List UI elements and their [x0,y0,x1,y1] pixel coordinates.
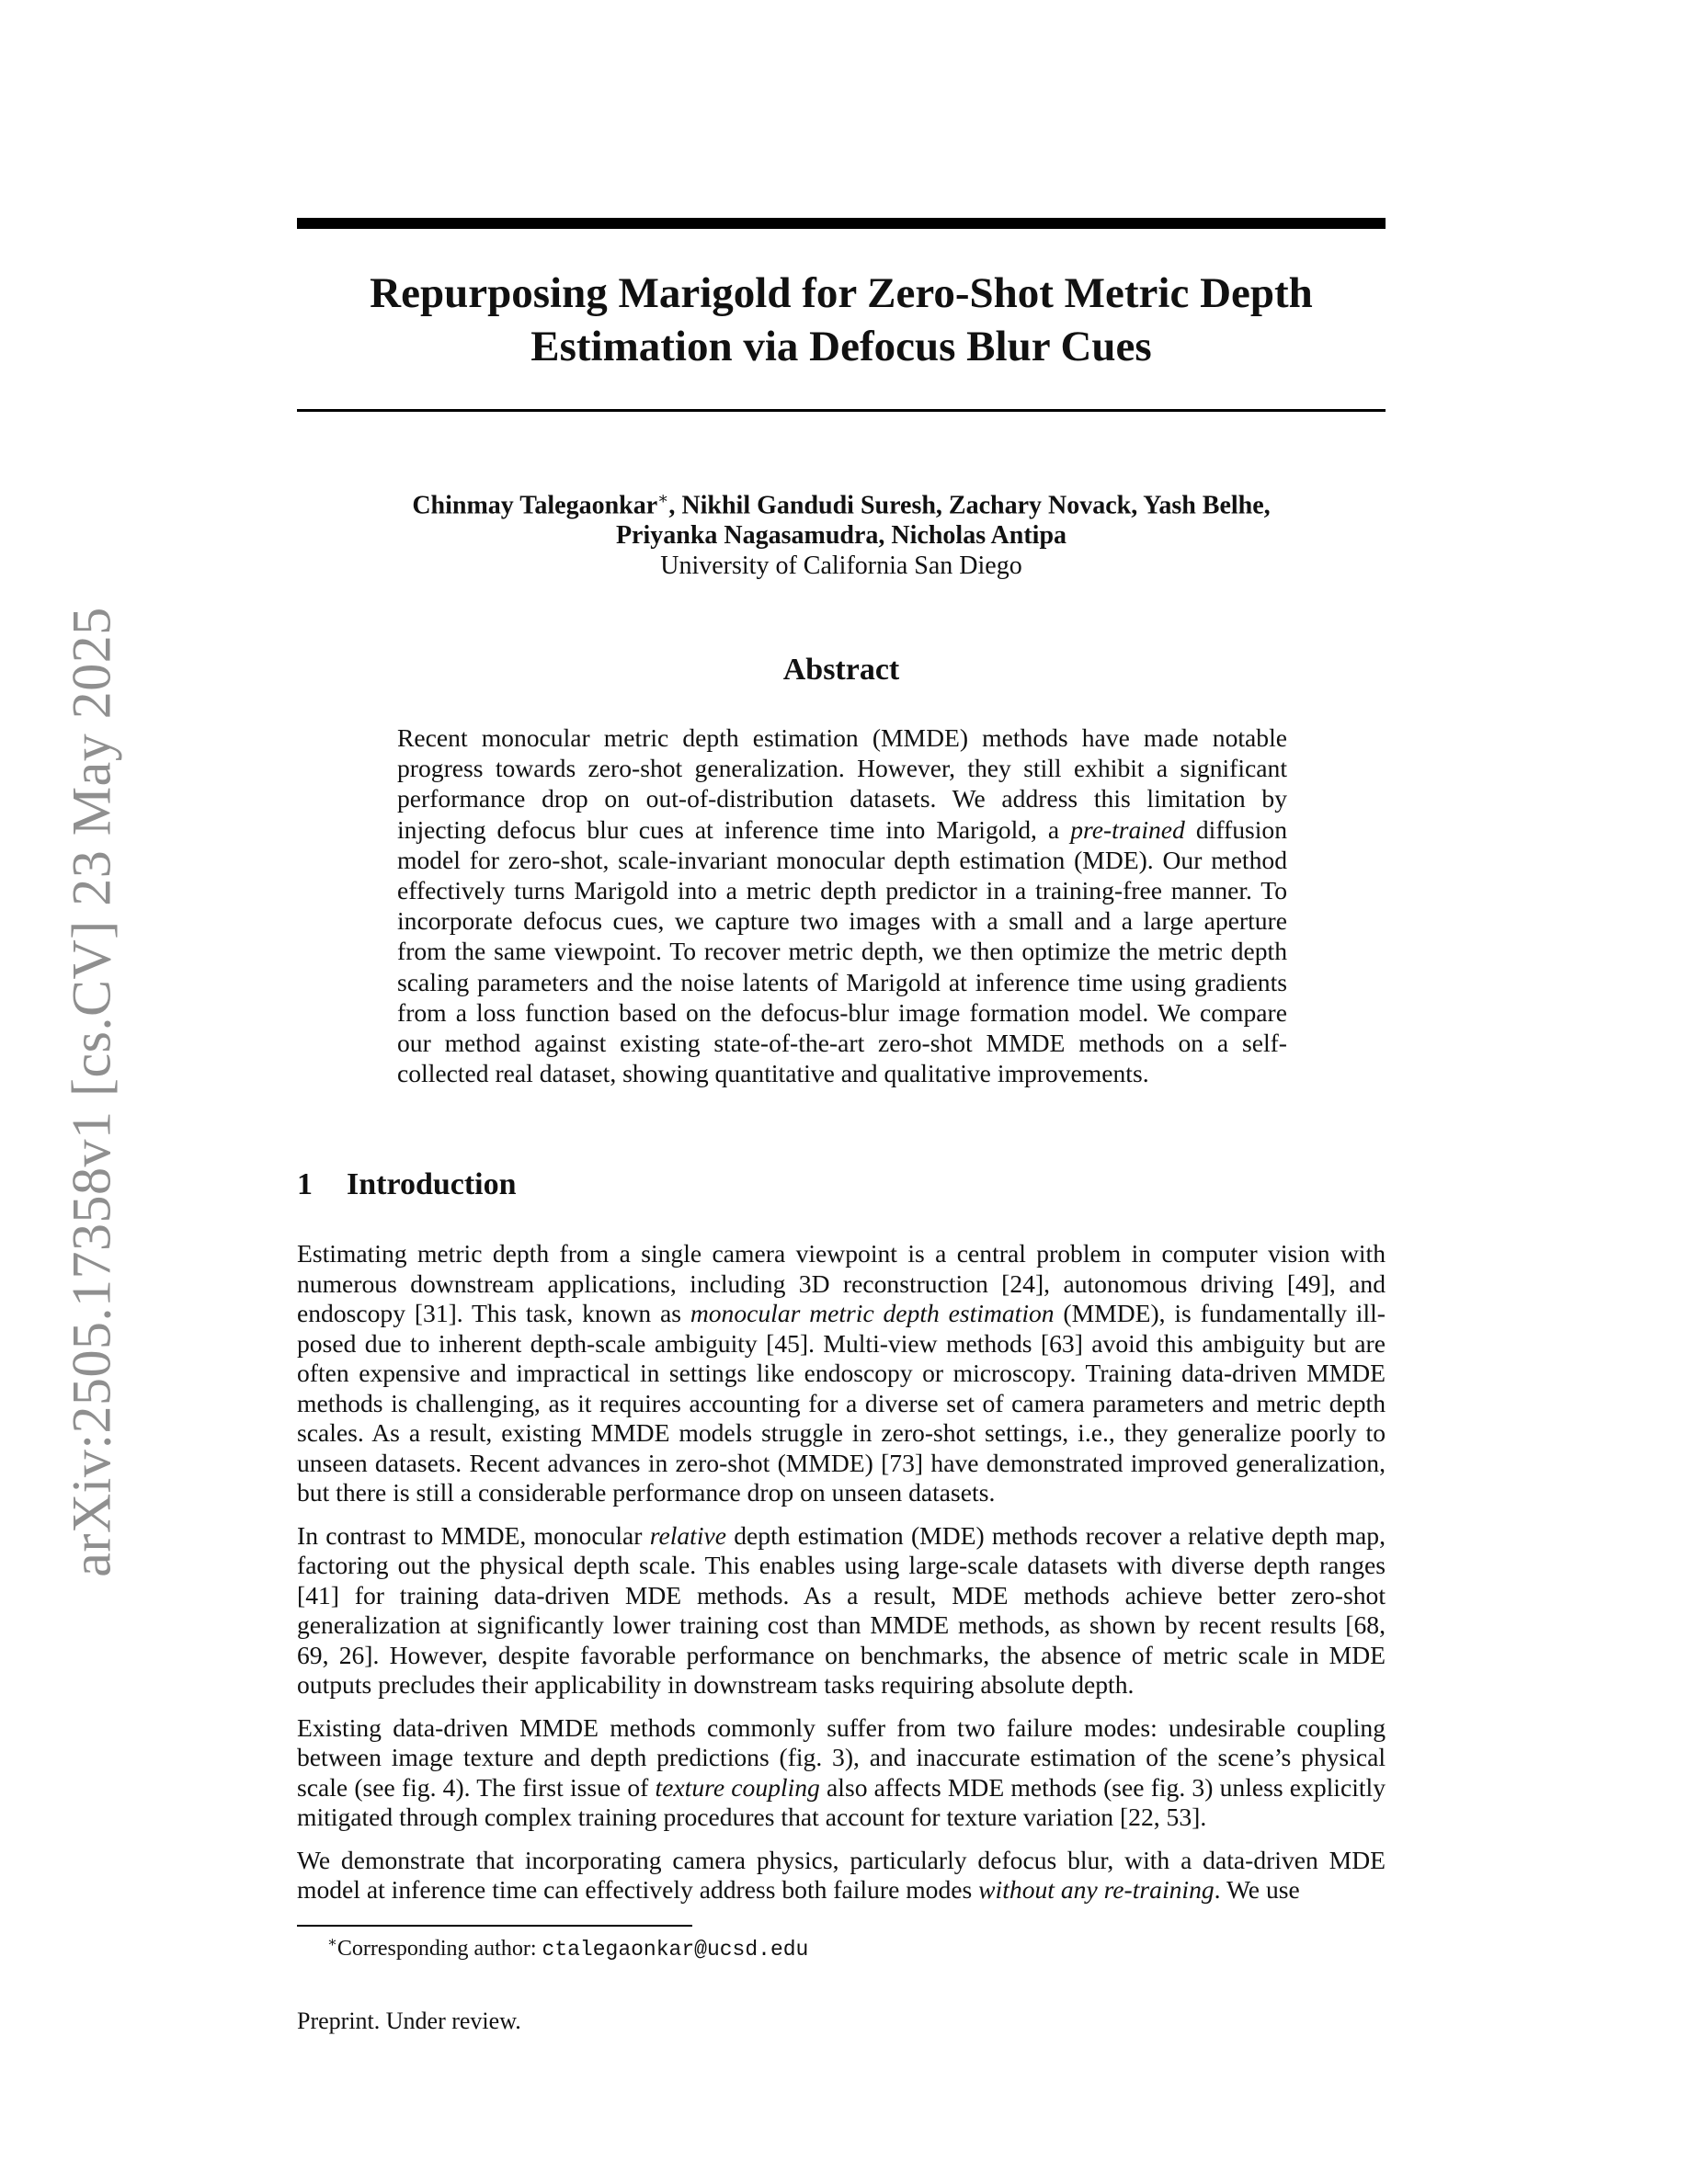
author-affiliation: University of California San Diego [660,552,1022,581]
abstract-text-part-1: Recent monocular metric depth estimation (MMDE) methods have made notable progress towards zero-shot generalization. However, they still exhibit a significant performance drop on out-of-distribution datasets. We address this limitation by injecting defocus blur cues at inference time into Marigold, a [397,723,1287,844]
paragraph-2-part-1: In contrast to MMDE, monocular [297,1520,650,1550]
corresponding-author-email[interactable]: ctalegaonkar@ucsd.edu [542,1938,809,1962]
abstract-heading: Abstract [782,653,900,687]
title-bottom-rule [297,409,1386,412]
paragraph-1-part-2: (MMDE), is fundamentally ill-posed due to inherent depth-scale ambiguity [45]. Multi-view methods [63] avoid this ambiguity but are often expensive and impractical in settings like endoscopy or microscopy. Training data-driven MMDE methods is challenging, as it requires accounting for a diverse set of camera parameters and metric depth scales. As a result, existing MMDE models struggle in zero-shot settings, i.e., they generalize poorly to unseen datasets. Recent advances in zero-shot (MMDE) [73] have demonstrated improved generalization, but there is still a considerable performance drop on unseen datasets. [297,1299,1386,1507]
footnote-mark: ∗ [327,1935,337,1951]
footnote [327,1930,808,1962]
paragraph-2-emphasis: relative [649,1520,726,1550]
paragraph-3-part-1: Existing data-driven MMDE methods commonly suffer from two failure modes: undesirable coupling between image texture and depth predictions (fig. 3), and inaccurate estimation of the scene’s physical scale (see fig. 4). The first issue of [297,1712,1386,1802]
introduction-body [297,1239,1386,1918]
section-heading-introduction [297,1167,517,1202]
paragraph-4-part-2: . We use [1214,1875,1300,1904]
paper-title-line-1: Repurposing Marigold for Zero-Shot Metric Depth [370,269,1313,317]
footnote-label: Corresponding author: [336,1937,542,1961]
paper-title-line-2: Estimation via Defocus Blur Cues [530,323,1152,370]
abstract-text [397,722,1287,1088]
abstract-text-part-2: diffusion model for zero-shot, scale-invariant monocular depth estimation (MDE). Our method effectively turns Marigold into a metric depth predictor in a training-free manner. To incorporate defocus cues, we capture two images with a small and a large aperture from the same viewpoint. To recover metric depth, we then optimize the metric depth scaling parameters and the noise latents of Marigold at inference time using gradients from a loss function based on the defocus-blur image formation model. We compare our method against existing state-of-the-art zero-shot MMDE methods on a self-collected real dataset, showing quantitative and qualitative improvements. [397,814,1287,1088]
paragraph-3 [297,1713,1386,1833]
footnote-rule [297,1925,692,1927]
section-title: Introduction [347,1167,517,1201]
abstract-emphasis: pre-trained [1070,814,1185,844]
paper-title [297,267,1386,373]
paragraph-4-emphasis: without any re-training [978,1875,1215,1904]
author-block [297,483,1386,581]
paragraph-1-emphasis: monocular metric depth estimation [690,1299,1055,1327]
corresponding-author-mark: ∗ [657,489,669,507]
first-author-name: Chinmay Talegaonkar [412,491,658,520]
paragraph-1 [297,1239,1386,1508]
paragraph-3-emphasis: texture coupling [655,1772,820,1802]
arxiv-identifier-stamp: arXiv:2505.17358v1 [cs.CV] 23 May 2025 [61,607,122,1577]
preprint-notice: Preprint. Under review. [297,2008,521,2034]
paragraph-4 [297,1846,1386,1905]
author-names-line-1 [297,483,1386,520]
paragraph-4-part-1: We demonstrate that incorporating camera physics, particularly defocus blur, with a data-driven MDE model at inference time can effectively address both failure modes [297,1845,1386,1904]
title-top-rule [297,218,1386,229]
paragraph-1-part-1: Estimating metric depth from a single camera viewpoint is a central problem in computer vision with numerous downstream applications, including 3D reconstruction [24], autonomous driving [49], and endoscopy [31]. This task, known as [297,1239,1386,1327]
paragraph-2 [297,1521,1386,1701]
paragraph-2-part-2: depth estimation (MDE) methods recover a relative depth map, factoring out the physical depth scale. This enables using large-scale datasets with diverse depth ranges [41] for training data-driven MDE methods. As a result, MDE methods achieve better zero-shot generalization at significantly lower training cost than MMDE methods, as shown by recent results [68, 69, 26]. However, despite favorable performance on benchmarks, the absence of metric scale in MDE outputs precludes their applicability in downstream tasks requiring absolute depth. [297,1520,1386,1699]
paragraph-3-part-2: also affects MDE methods (see fig. 3) unless explicitly mitigated through complex training procedures that account for texture variation [22, 53]. [297,1772,1386,1831]
coauthor-names: , Nikhil Gandudi Suresh, Zachary Novack, Yash Belhe, [668,491,1271,520]
section-number: 1 [297,1167,313,1201]
author-names-line-2: Priyanka Nagasamudra, Nicholas Antipa [615,521,1067,551]
